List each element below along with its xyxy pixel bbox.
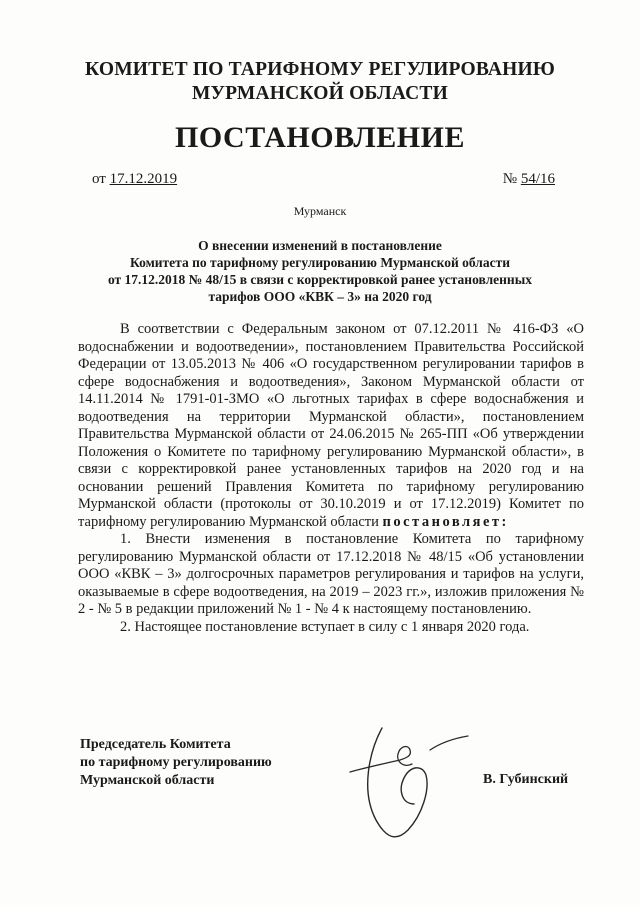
signatory-position: [80, 736, 272, 790]
handwritten-signature: [330, 720, 480, 850]
document-body: [78, 321, 584, 636]
position-line1: Председатель Комитета: [80, 737, 231, 752]
item-2-paragraph: 2. Настоящее постановление вступает в силу с 1 января 2020 года.: [120, 618, 530, 635]
document-type-title: ПОСТАНОВЛЕНИЕ: [175, 121, 465, 154]
decree-word: постановляет:: [382, 513, 509, 530]
date-prefix: от: [92, 171, 106, 187]
item-1-paragraph: 1. Внести изменения в постановление Комитета по тарифному регулированию Мурманской области от 17.12.2018 № 48/15 «Об установлении ООО «КВК – 3» долгосрочных параметров регулирования и тарифов на услуги, оказываемые в сфере водоотведения, на 2019 – 2023 гг.», изложив приложения № 2 - № 5 в редакции приложений № 1 - № 4 к настоящему постановлению.: [78, 531, 584, 617]
subject-line3: от 17.12.2018 № 48/15 в связи с корректировкой ранее установленных: [107, 272, 533, 287]
position-line2: по тарифному регулированию: [80, 755, 272, 770]
subject-line1: О внесении изменений в постановление: [198, 238, 442, 253]
number-value: 54/16: [520, 171, 555, 187]
position-line3: Мурманской области: [80, 773, 215, 788]
city-name: Мурманск: [293, 204, 347, 218]
document-subject: [60, 237, 580, 305]
date-value: 17.12.2019: [109, 171, 178, 187]
document-number: [503, 171, 555, 188]
org-name-line2: МУРМАНСКОЙ ОБЛАСТИ: [192, 83, 448, 104]
organization-header: [0, 58, 640, 106]
preamble-paragraph: [78, 321, 584, 531]
preamble-text: В соответствии с Федеральным законом от 07.12.2011 № 416-ФЗ «О водоснабжении и водоотведении», постановлением Правительства Российской Федерации от 13.05.2013 № 406 «О государственном регулировании тарифов в сфере водоснабжения и водоотведения», Законом Мурманской области от 14.11.2014 № 1791-01-ЗМО «О льготных тарифах в сфере водоснабжения и водоотведения на территории Мурманской области», постановлением Правительства Мурманской области от 24.06.2015 № 265-ПП «Об утверждении Положения о Комитете по тарифному регулированию Мурманской области», в связи с корректировкой ранее установленных тарифов на 2020 год и на основании решений Правления Комитета по тарифному регулированию Мурманской области (протоколы от 30.10.2019 и от 17.12.2019) Комитет по тарифному регулированию Мурманской области: [78, 321, 584, 530]
subject-line2: Комитета по тарифному регулированию Мурманской области: [129, 255, 511, 270]
signatory-name: В. Губинский: [483, 772, 569, 787]
number-prefix: №: [502, 171, 518, 187]
subject-line4: тарифов ООО «КВК – 3» на 2020 год: [208, 289, 432, 304]
org-name-line1: КОМИТЕТ ПО ТАРИФНОМУ РЕГУЛИРОВАНИЮ: [84, 59, 556, 80]
document-date: [92, 171, 177, 188]
